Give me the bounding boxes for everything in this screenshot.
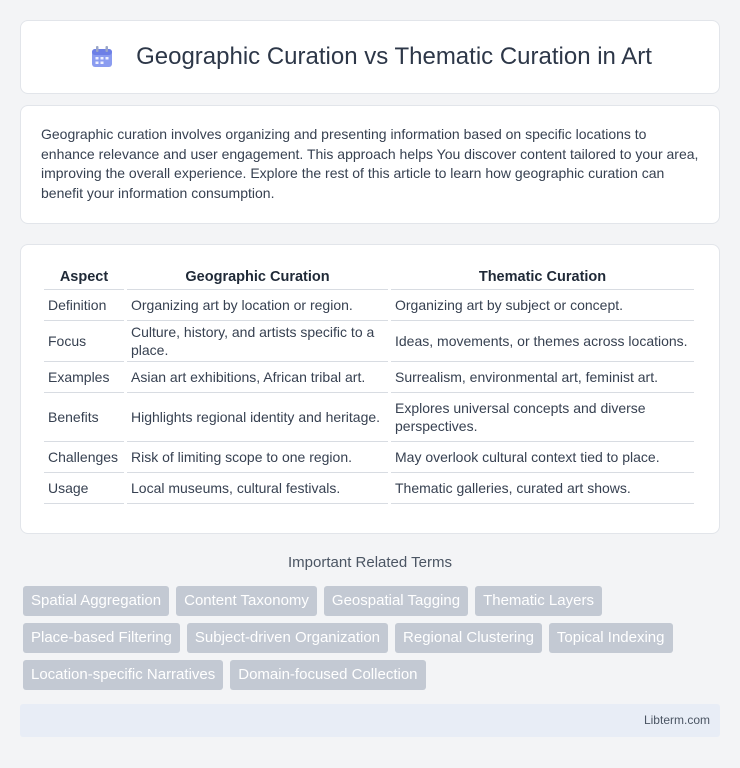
footer [20, 704, 720, 737]
footer-brand-link[interactable]: Libterm.com [643, 713, 710, 727]
aspect-cell: Benefits [44, 393, 124, 442]
term-tag[interactable]: Regional Clustering [395, 623, 542, 653]
aspect-cell: Challenges [44, 442, 124, 473]
column-header-thematic: Thematic Curation [391, 267, 694, 290]
geographic-cell: Culture, history, and artists specific to a place. [127, 321, 388, 362]
term-tag[interactable]: Domain-focused Collection [230, 660, 425, 690]
title-card [20, 20, 720, 94]
table-row [44, 362, 694, 393]
geographic-cell: Risk of limiting scope to one region. [127, 442, 388, 473]
term-tag[interactable]: Location-specific Narratives [23, 660, 223, 690]
term-tag[interactable]: Geospatial Tagging [324, 586, 468, 616]
table-row [44, 393, 694, 442]
term-tag[interactable]: Place-based Filtering [23, 623, 180, 653]
thematic-cell: Surrealism, environmental art, feminist art. [391, 362, 694, 393]
page-title: Geographic Curation vs Thematic Curation in Art [136, 43, 652, 70]
comparison-table [41, 267, 697, 504]
column-header-aspect: Aspect [44, 267, 124, 290]
thematic-cell: May overlook cultural context tied to place. [391, 442, 694, 473]
geographic-cell: Asian art exhibitions, African tribal art. [127, 362, 388, 393]
intro-card [20, 105, 720, 224]
term-row [23, 660, 723, 690]
comparison-table-card [20, 244, 720, 534]
thematic-cell: Organizing art by subject or concept. [391, 290, 694, 321]
geographic-cell: Highlights regional identity and heritage. [127, 393, 388, 442]
aspect-cell: Examples [44, 362, 124, 393]
term-tag[interactable]: Subject-driven Organization [187, 623, 388, 653]
term-tag[interactable]: Content Taxonomy [176, 586, 317, 616]
aspect-cell: Definition [44, 290, 124, 321]
thematic-cell: Thematic galleries, curated art shows. [391, 473, 694, 504]
term-tag[interactable]: Topical Indexing [549, 623, 673, 653]
aspect-cell: Focus [44, 321, 124, 362]
thematic-cell: Ideas, movements, or themes across locations. [391, 321, 694, 362]
column-header-geographic: Geographic Curation [127, 267, 388, 290]
term-row [23, 586, 723, 616]
related-terms [23, 586, 723, 697]
term-tag[interactable]: Spatial Aggregation [23, 586, 169, 616]
geographic-cell: Organizing art by location or region. [127, 290, 388, 321]
related-terms-heading: Important Related Terms [288, 554, 452, 571]
thematic-cell: Explores universal concepts and diverse perspectives. [391, 393, 694, 442]
table-row [44, 290, 694, 321]
term-tag[interactable]: Thematic Layers [475, 586, 602, 616]
table-header-row [44, 267, 694, 290]
calendar-icon [88, 43, 116, 71]
intro-paragraph: Geographic curation involves organizing and presenting information based on specific locations to enhance relevance and user engagement. This approach helps You discover content tailored to your area, improving the overall experience. Explore the rest of this article to learn how geographic curation can benefit your information consumption. [41, 126, 699, 201]
table-row [44, 442, 694, 473]
geographic-cell: Local museums, cultural festivals. [127, 473, 388, 504]
table-row [44, 321, 694, 362]
term-row [23, 623, 723, 653]
aspect-cell: Usage [44, 473, 124, 504]
table-row [44, 473, 694, 504]
